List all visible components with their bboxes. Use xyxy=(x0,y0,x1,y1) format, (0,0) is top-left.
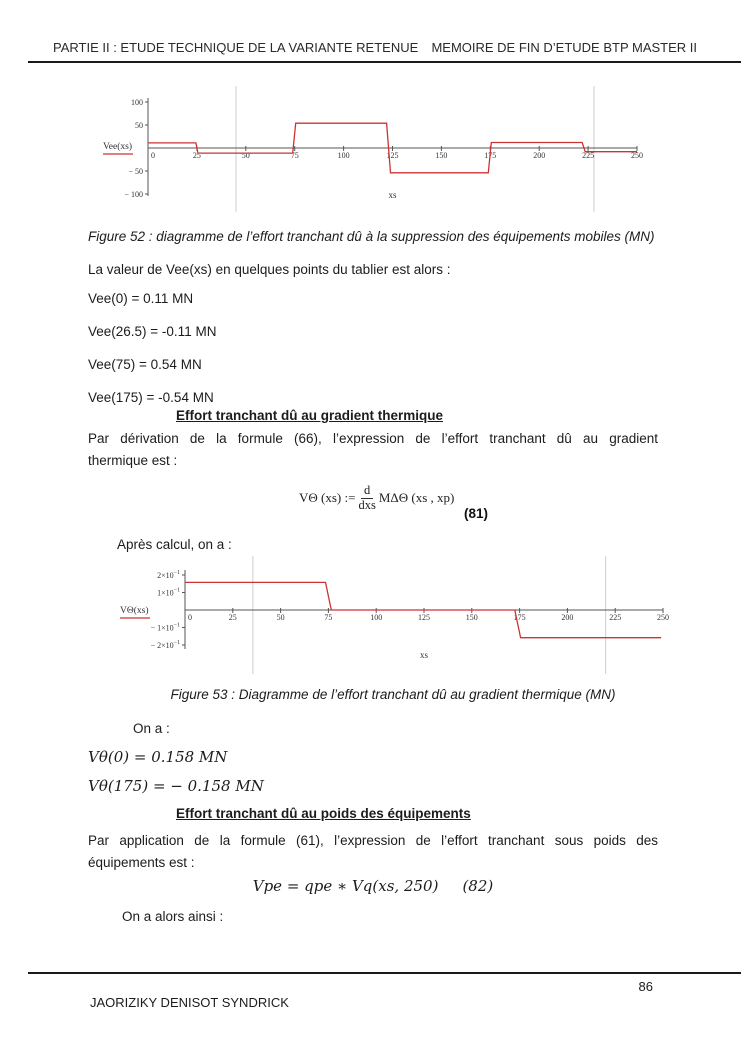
formula-81-fraction xyxy=(358,484,375,512)
y-tick-label: − 50 xyxy=(128,167,143,176)
formula-81-denominator: dxs xyxy=(358,498,376,513)
figure53-caption: Figure 53 : Diagramme de l’effort tranchant dû au gradient thermique (MN) xyxy=(170,687,616,702)
x-tick-label: 100 xyxy=(370,613,383,622)
para-thermal-line2: thermique est : xyxy=(88,453,178,468)
after-calc-text: Après calcul, on a : xyxy=(117,537,232,552)
figure53-chart xyxy=(100,556,675,674)
chart-canvas xyxy=(100,556,675,674)
vee-value-0: Vee(0) = 0.11 MN xyxy=(88,291,194,306)
formula-81-numerator: d xyxy=(361,484,373,499)
formula-82-tag: (82) xyxy=(462,877,494,895)
x-tick-label: 200 xyxy=(561,613,574,622)
formula-81-rhs: MΔΘ (xs , xp) xyxy=(378,490,455,506)
y-tick-label: $1\times 10^{-1}$ xyxy=(157,587,180,598)
vtheta-value-1: Vθ(175) = − 0.158 MN xyxy=(88,777,264,795)
page-number: 86 xyxy=(638,979,653,994)
x-tick-label: 150 xyxy=(435,151,448,160)
y-tick-label: − 100 xyxy=(124,190,143,199)
header-right: MEMOIRE DE FIN D’ETUDE BTP MASTER II xyxy=(431,40,697,55)
x-tick-label: 50 xyxy=(241,151,250,160)
y-tick-label: 50 xyxy=(135,121,143,130)
formula-81 xyxy=(299,484,454,512)
x-tick-label: 75 xyxy=(324,613,333,622)
x-tick-label: 0 xyxy=(188,613,192,622)
vee-intro-text: La valeur de Vee(xs) en quelques points du tablier est alors : xyxy=(88,262,451,277)
chart-canvas xyxy=(100,86,645,212)
x-tick-label: 125 xyxy=(418,613,430,622)
x-tick-label: 50 xyxy=(276,613,285,622)
vee-value-2: Vee(75) = 0.54 MN xyxy=(88,357,202,372)
header-left: PARTIE II : ETUDE TECHNIQUE DE LA VARIANTE RETENUE xyxy=(53,40,419,55)
section-heading-equip: Effort tranchant dû au poids des équipements xyxy=(176,806,471,821)
x-tick-label: 150 xyxy=(465,613,478,622)
vee-value-3: Vee(175) = -0.54 MN xyxy=(88,390,214,405)
legend-label: Vee(xs) xyxy=(103,142,133,152)
header-rule xyxy=(28,61,741,63)
x-tick-label: 250 xyxy=(631,151,643,160)
footer-author: JAORIZIKY DENISOT SYNDRICK xyxy=(90,995,289,1010)
para-equip-line1: Par application de la formule (61), l’expression de l’effort tranchant sous poids des xyxy=(88,833,658,848)
para-thermal-line1: Par dérivation de la formule (66), l’expression de l’effort tranchant dû au gradient xyxy=(88,431,658,446)
footer-rule xyxy=(28,972,741,974)
on-a-text: On a : xyxy=(133,721,170,736)
x-tick-label: 175 xyxy=(513,613,526,622)
x-tick-label: 25 xyxy=(228,613,237,622)
y-tick-label: $2\times 10^{-1}$ xyxy=(157,570,180,580)
y-tick-label: 100 xyxy=(131,98,143,107)
legend-label: VΘ(xs) xyxy=(120,606,149,616)
x-tick-label: 225 xyxy=(609,613,622,622)
vtheta-value-0: Vθ(0) = 0.158 MN xyxy=(88,748,228,766)
section-heading-thermal: Effort tranchant dû au gradient thermique xyxy=(176,408,444,423)
para-equip-line2: équipements est : xyxy=(88,855,195,870)
x-tick-label: 225 xyxy=(582,151,595,160)
x-tick-label: 0 xyxy=(151,151,155,160)
vee-value-1: Vee(26.5) = -0.11 MN xyxy=(88,324,217,339)
y-tick-label: − $1\times 10^{-1}$ xyxy=(150,622,180,633)
x-tick-label: 125 xyxy=(386,151,399,160)
formula-81-lhs: VΘ (xs) := xyxy=(299,490,356,506)
figure52-caption: Figure 52 : diagramme de l’effort tranchant dû à la suppression des équipements mobiles (MN) xyxy=(88,229,655,244)
on-a-alors-text: On a alors ainsi : xyxy=(122,909,224,924)
x-tick-label: 100 xyxy=(337,151,350,160)
x-axis-title: xs xyxy=(419,650,429,660)
y-tick-label: − $2\times 10^{-1}$ xyxy=(150,640,180,650)
x-tick-label: 200 xyxy=(533,151,546,160)
x-tick-label: 175 xyxy=(484,151,497,160)
formula-82 xyxy=(88,877,658,895)
figure52-chart xyxy=(100,86,645,212)
x-tick-label: 25 xyxy=(192,151,201,160)
x-axis-title: xs xyxy=(388,190,397,200)
formula-81-tag: (81) xyxy=(464,506,489,521)
x-tick-label: 75 xyxy=(290,151,299,160)
formula-82-body: Vpe = qpe ∗ Vq(xs, 250) xyxy=(252,877,439,895)
x-tick-label: 250 xyxy=(657,613,669,622)
